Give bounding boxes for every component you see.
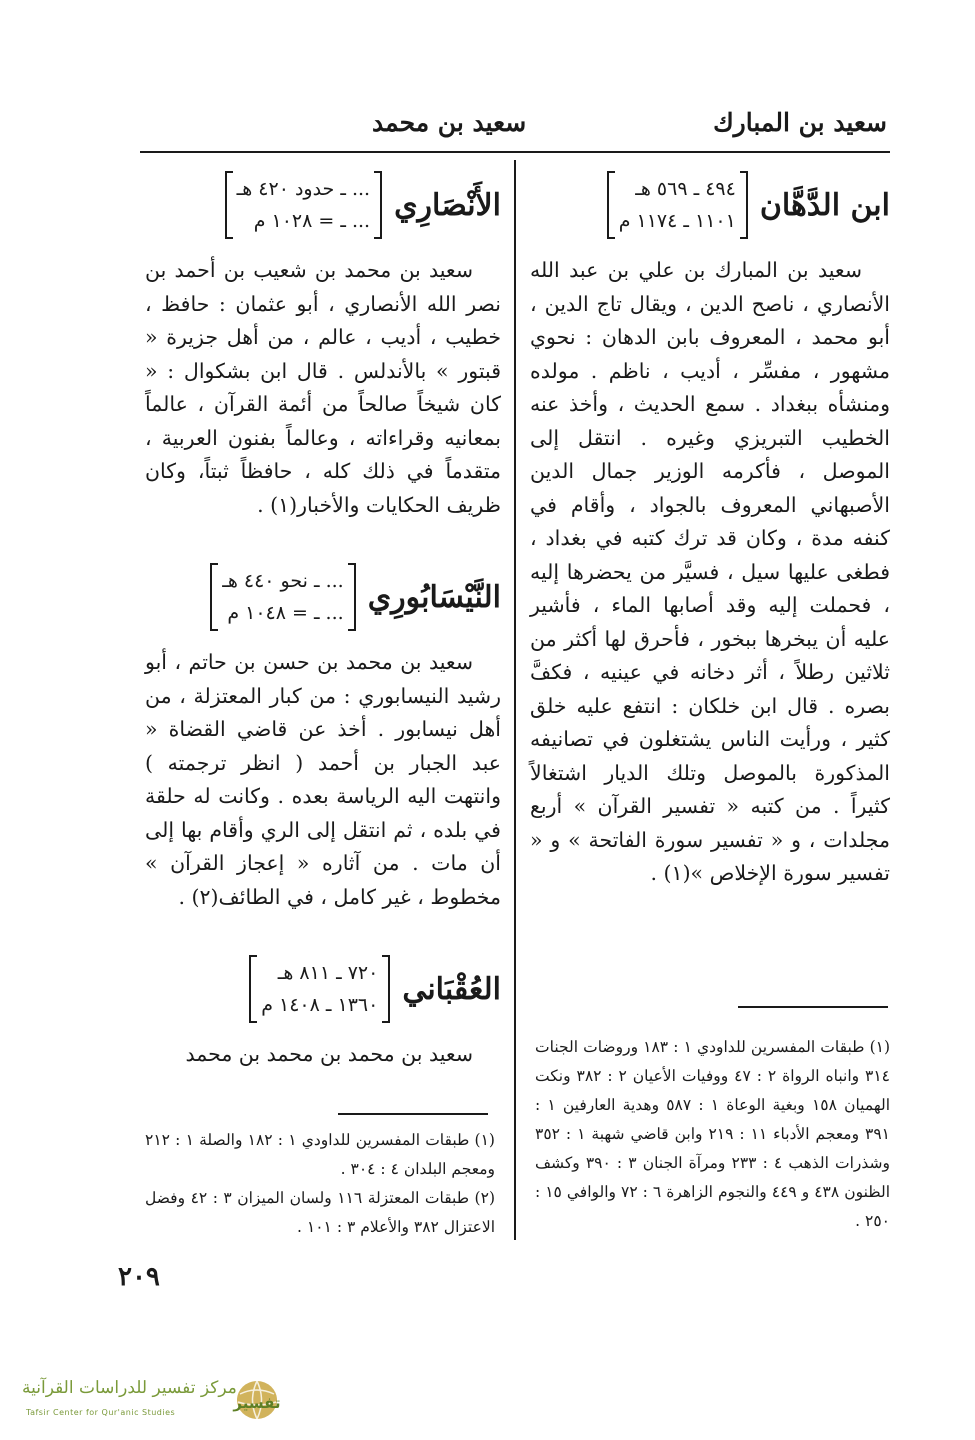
dates-gregorian: ١٣٦٠ ـ ١٤٠٨ م xyxy=(261,994,379,1016)
logo-mark-text: تفسير xyxy=(233,1394,281,1412)
dates-hijri: ٤٩٤ ـ ٥٦٩ هـ xyxy=(635,178,736,200)
right-column xyxy=(530,160,890,891)
footnote: (٢) طبقات المعتزلة ١١٦ ولسان الميزان ٣ : ٤٢ وفضل الاعتزال ٣٨٢ والأعلام ٣ : ١٠١ . xyxy=(145,1189,495,1236)
logo-text-arabic: مركز تفسير للدراسات القرآنية xyxy=(22,1378,237,1398)
entry-body: سعيد بن المبارك بن علي بن عبد الله الأنصاري ، ناصح الدين ، ويقال تاج الدين ، أبو محمد ، المعروف بابن الدهان : نحوي مشهور ، مفسِّر ، أديب ، ناظم . مولده ومنشأه ببغداد . سمع الحديث ، وأخذ عنه الخطيب التبريزي وغيره . انتقل إلى الموصل ، فأكرمه الوزير جمال الدين الأصبهاني المعروف بالجواد ، وأقام في كنفه مدة ، وكان قد ترك كتبه في بغداد ، فطغى عليها سيل ، فسيَّر من يحضرها إليه ، فحملت إليه وقد أصابها الماء ، فأشير عليه أن يبخرها ببخور ، فأحرق لها أكثر من ثلاثين رطلاً ، أثر دخانه في عينيه ، فكفَّ بصره . قال ابن خلكان : انتفع عليه خلق كثير ، ورأيت الناس يشتغلون في تصانيفه المذكورة بالموصل وتلك الديار اشتغالاً كثيراً . من كتبه « تفسير القرآن » أربع مجلدات ، و « تفسير سورة الفاتحة » و « تفسير سورة الإخلاص »(١) . xyxy=(530,258,890,885)
entry-dates xyxy=(225,171,382,239)
dates-hijri: ٧٢٠ ـ ٨١١ هـ xyxy=(277,962,379,984)
entry-heading xyxy=(145,552,501,642)
logo-text-english: Tafsir Center for Qur'anic Studies xyxy=(26,1408,176,1417)
page-number: ٢٠٩ xyxy=(118,1262,160,1292)
column-divider xyxy=(514,160,516,1240)
dates-hijri: ... ـ حدود ٤٢٠ هـ xyxy=(236,178,371,200)
entry-heading xyxy=(145,160,501,250)
entry-heading xyxy=(530,160,890,250)
entry-heading xyxy=(145,944,501,1034)
tafsir-center-logo xyxy=(14,1376,290,1424)
entry-body: سعيد بن محمد بن شعيب بن أحمد بن نصر الله الأنصاري ، أبو عثمان : حافظ ، خطيب ، أديب ، عالم ، من أهل جزيرة « قبتور » بالأندلس . قال ابن بشكوال : « كان شيخاً صالحاً من أئمة القرآن ، عالماً بمعانيه وقراءاته ، وعالماً بفنون العربية ، متقدماً في ذلك كله ، حافظاً ثبتاً، وكان ظريف الحكايات والأخبار(١) . xyxy=(145,258,501,517)
footnotes-right xyxy=(535,1033,890,1236)
entry-name: الأَنْصَارِي xyxy=(394,187,501,223)
entry-dates xyxy=(249,955,390,1023)
dates-gregorian: ... ـ = ١٠٤٨ م xyxy=(227,602,344,624)
running-head-right: سعيد بن المبارك xyxy=(713,108,887,137)
entry-dates xyxy=(607,171,748,239)
running-head-left: سعيد بن محمد xyxy=(372,108,527,137)
dates-gregorian: ... ـ = ١٠٢٨ م xyxy=(253,210,371,232)
entry-dates xyxy=(210,563,355,631)
footnote-rule-left xyxy=(338,1113,488,1115)
dates-hijri: ... ـ نحو ٤٤٠ هـ xyxy=(222,570,344,592)
footnote: (١) طبقات المفسرين للداودي ١ : ١٨٢ والصلة ١ : ٢١٢ ومعجم البلدان ٤ : ٣٠٤ . xyxy=(145,1131,495,1178)
entry-name: ابن الدَّهَّان xyxy=(759,187,890,223)
entry-name: النَّيْسَابُورِي xyxy=(367,579,501,615)
left-column xyxy=(145,160,501,1072)
entry-name: العُقْبَاني xyxy=(402,971,501,1007)
entry-body: سعيد بن محمد بن محمد بن محمد xyxy=(185,1042,473,1066)
footnotes-left xyxy=(145,1126,495,1242)
dates-gregorian: ١١٠١ ـ ١١٧٤ م xyxy=(618,210,736,232)
entry-body: سعيد بن محمد بن حسن بن حاتم ، أبو رشيد النيسابوري : من كبار المعتزلة ، من أهل نيسابور . أخذ عن قاضي القضاة « عبد الجبار بن أحمد ( انظر ترجمته ) وانتهت اليه الرياسة بعده . وكانت له حلقة في بلده ، ثم انتقل إلى الري وأقام بها إلى أن مات . من آثاره « إعجاز القرآن » مخطوط ، غير كامل ، في الطائف(٢) . xyxy=(145,650,501,909)
footnote-rule-right xyxy=(738,1006,888,1008)
footnote: (١) طبقات المفسرين للداودي ١ : ١٨٣ وروضات الجنات ٣١٤ وانباه الرواة ٢ : ٤٧ ووفيات الأعيان ٢ : ٣٨٢ ونكت الهميان ١٥٨ وبغية الوعاة ١ : ٥٨٧ وهدية العارفين ١ : ٣٩١ ومعجم الأدباء ١١ : ٢١٩ وابن قاضي شهبة ١ : ٣٥٢ وشذرات الذهب ٤ : ٢٣٣ ومرآة الجنان ٣ : ٣٩٠ وكشف الظنون ٤٣٨ و ٤٤٩ والنجوم الزاهرة ٦ : ٧٢ والوافي ١٥ : ٢٥٠ . xyxy=(535,1038,891,1230)
globe-logo-icon xyxy=(226,1378,288,1422)
header-rule xyxy=(140,151,890,153)
